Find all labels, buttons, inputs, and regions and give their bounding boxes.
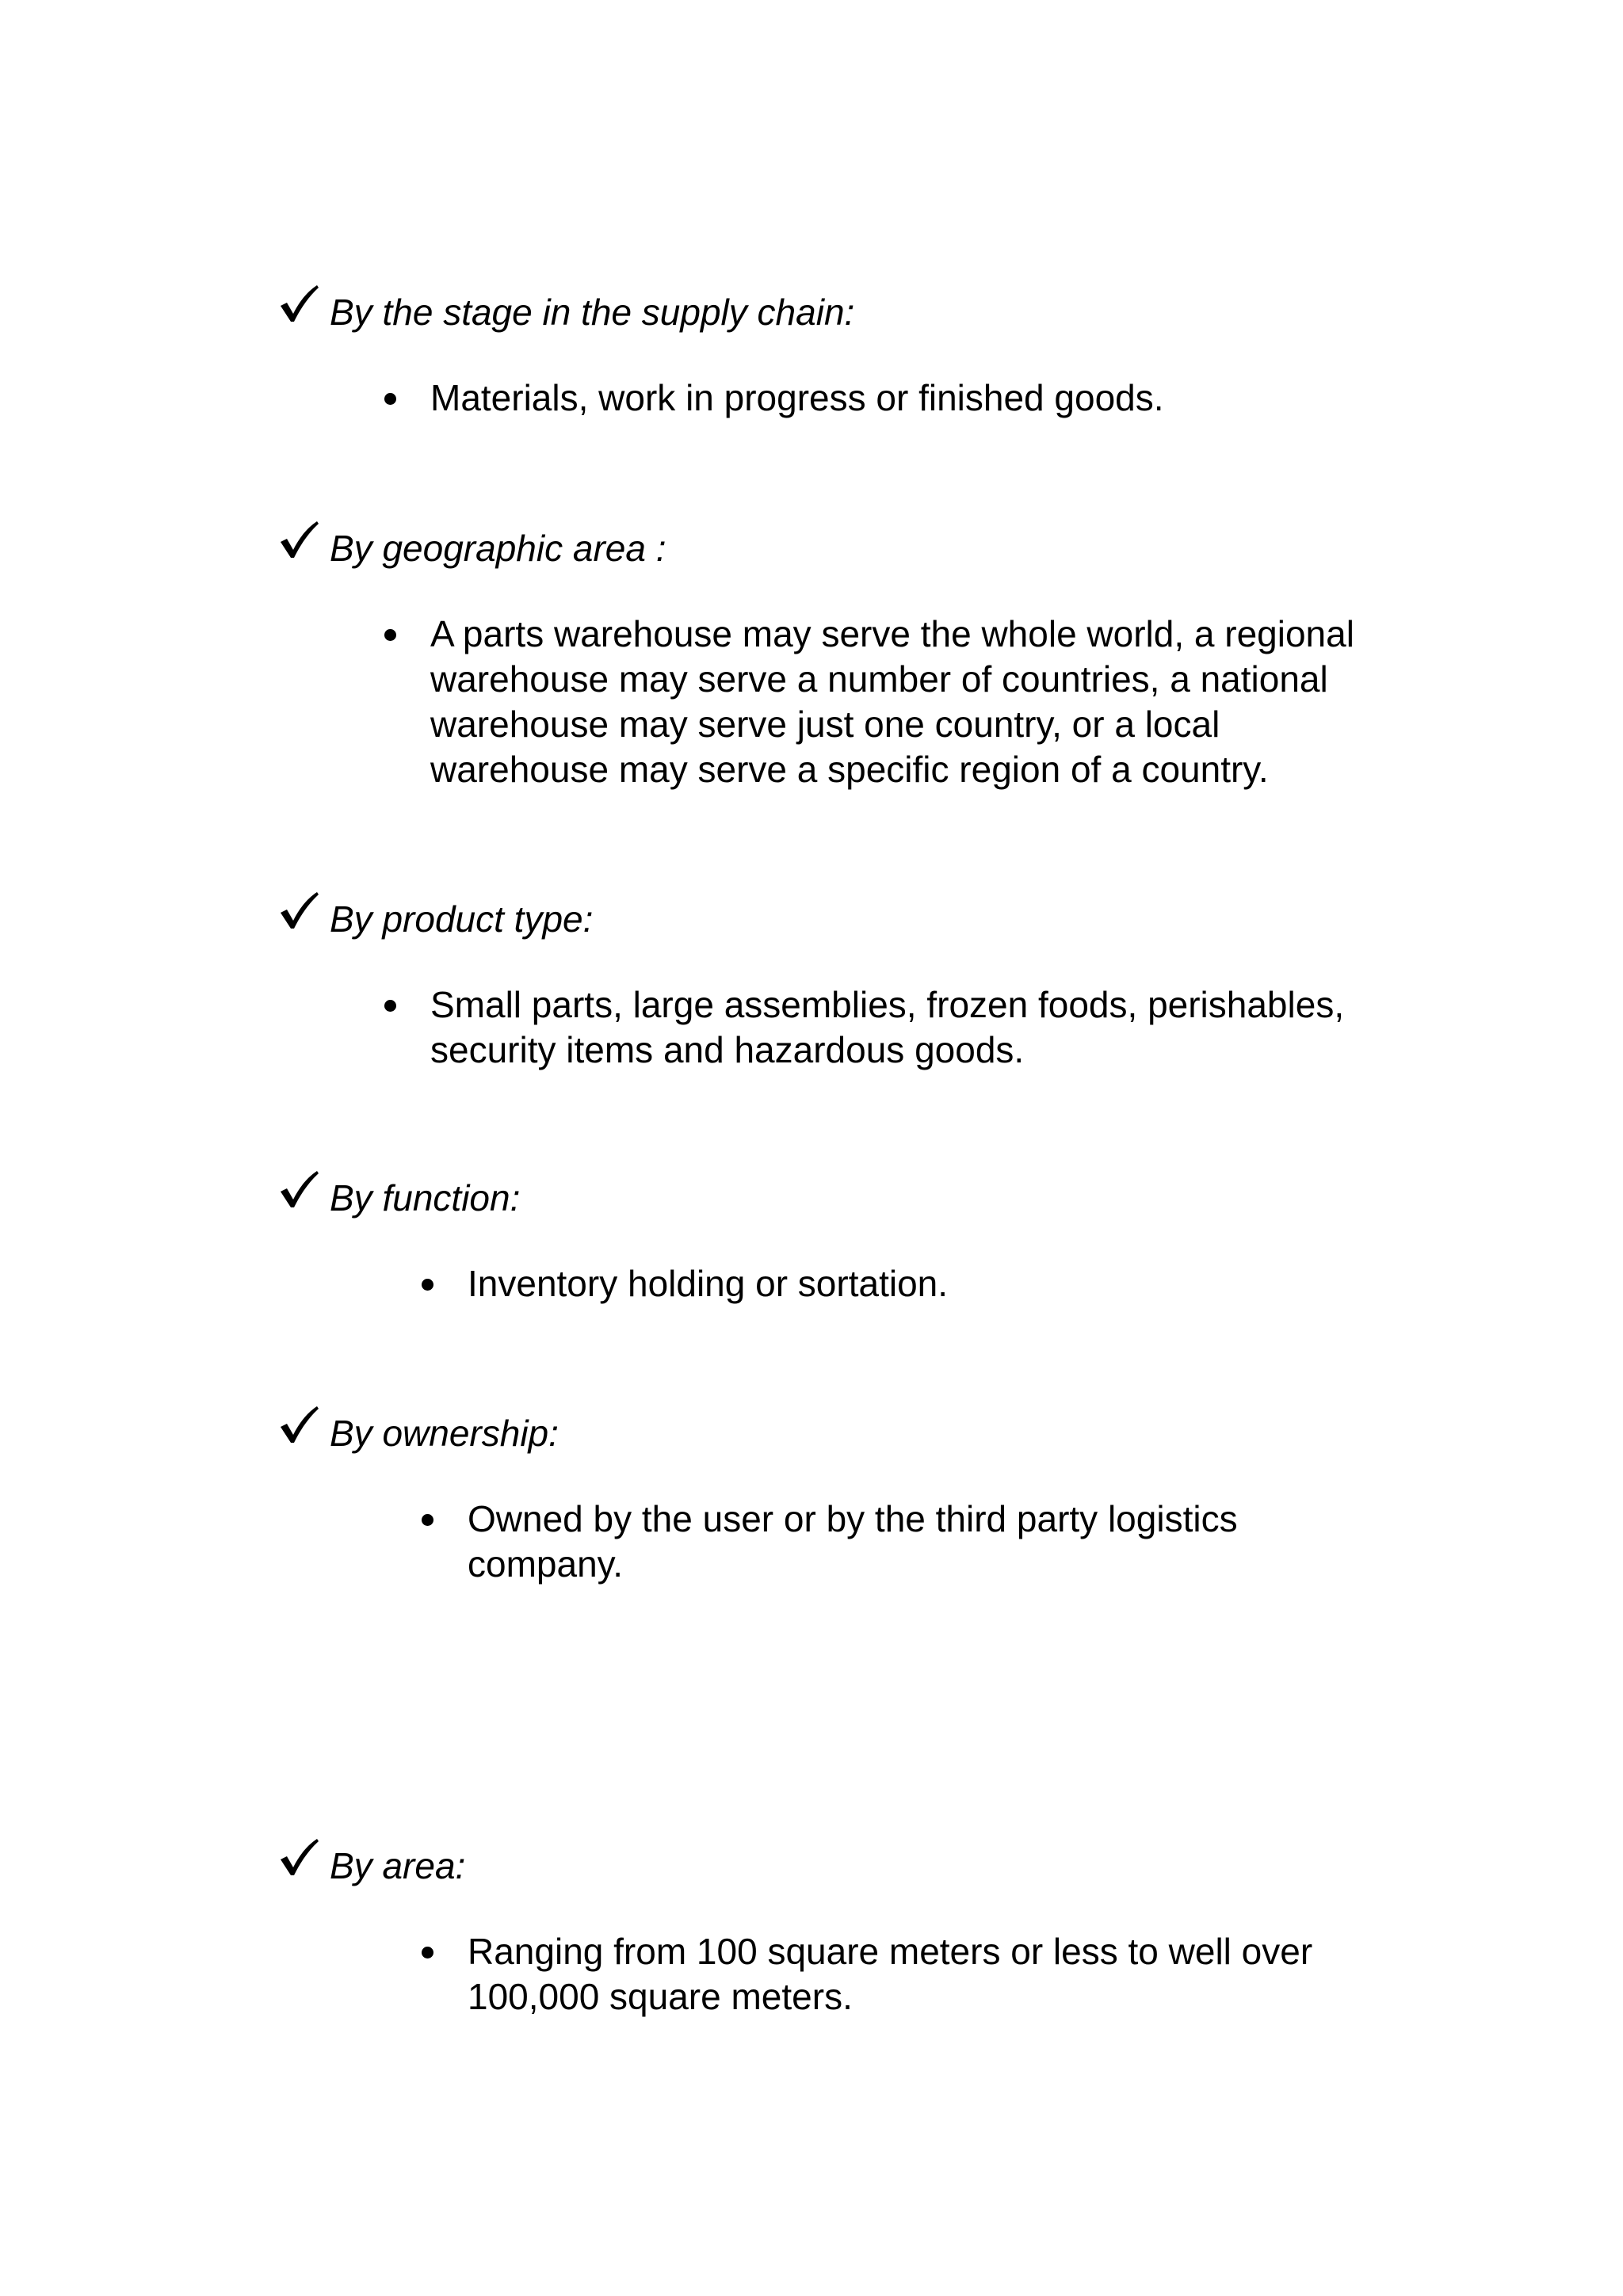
section-heading-text: By geographic area : — [330, 528, 666, 569]
section-heading — [277, 1840, 465, 1888]
bullet-line: warehouse may serve a number of countries, a national — [430, 658, 1328, 700]
bullet-item — [422, 1261, 948, 1306]
check-icon — [277, 284, 320, 323]
bullet-icon — [384, 1000, 396, 1012]
section-heading — [277, 1173, 520, 1220]
bullet-line: security items and hazardous goods. — [430, 1029, 1025, 1070]
section-heading-text: By product type: — [330, 898, 594, 940]
bullet-line: warehouse may serve a specific region of a country. — [430, 749, 1269, 790]
check-icon — [277, 1169, 320, 1209]
section-heading-text: By the stage in the supply chain: — [330, 292, 855, 333]
section-heading-text: By function: — [330, 1177, 521, 1219]
check-icon — [277, 891, 320, 930]
bullet-item — [422, 1929, 1312, 2019]
check-icon — [277, 1405, 320, 1444]
section-heading — [277, 287, 854, 334]
bullet-line: Ranging from 100 square meters or less to well over — [468, 1931, 1313, 1972]
bullet-line: 100,000 square meters. — [468, 1976, 853, 2017]
check-icon — [277, 1837, 320, 1877]
section-heading — [277, 523, 666, 570]
bullet-item — [384, 376, 1164, 421]
bullet-line: Owned by the user or by the third party logistics — [468, 1498, 1238, 1539]
bullet-line: A parts warehouse may serve the whole world, a regional — [430, 613, 1354, 654]
bullet-item — [384, 982, 1344, 1073]
check-icon — [277, 520, 320, 559]
bullet-line: warehouse may serve just one country, or a local — [430, 704, 1220, 745]
bullet-item — [384, 612, 1354, 792]
bullet-icon — [422, 1947, 433, 1958]
bullet-item — [422, 1497, 1238, 1587]
bullet-line: Inventory holding or sortation. — [468, 1263, 949, 1304]
bullet-line: Small parts, large assemblies, frozen foods, perishables, — [430, 984, 1345, 1025]
section-heading-text: By area: — [330, 1845, 466, 1886]
bullet-line: Materials, work in progress or finished goods. — [430, 377, 1164, 418]
section-heading-text: By ownership: — [330, 1413, 559, 1454]
bullet-icon — [422, 1279, 433, 1291]
section-heading — [277, 1408, 559, 1455]
section-heading — [277, 894, 593, 941]
bullet-line: company. — [468, 1543, 624, 1585]
bullet-icon — [384, 629, 396, 641]
bullet-icon — [422, 1514, 433, 1526]
bullet-icon — [384, 393, 396, 405]
